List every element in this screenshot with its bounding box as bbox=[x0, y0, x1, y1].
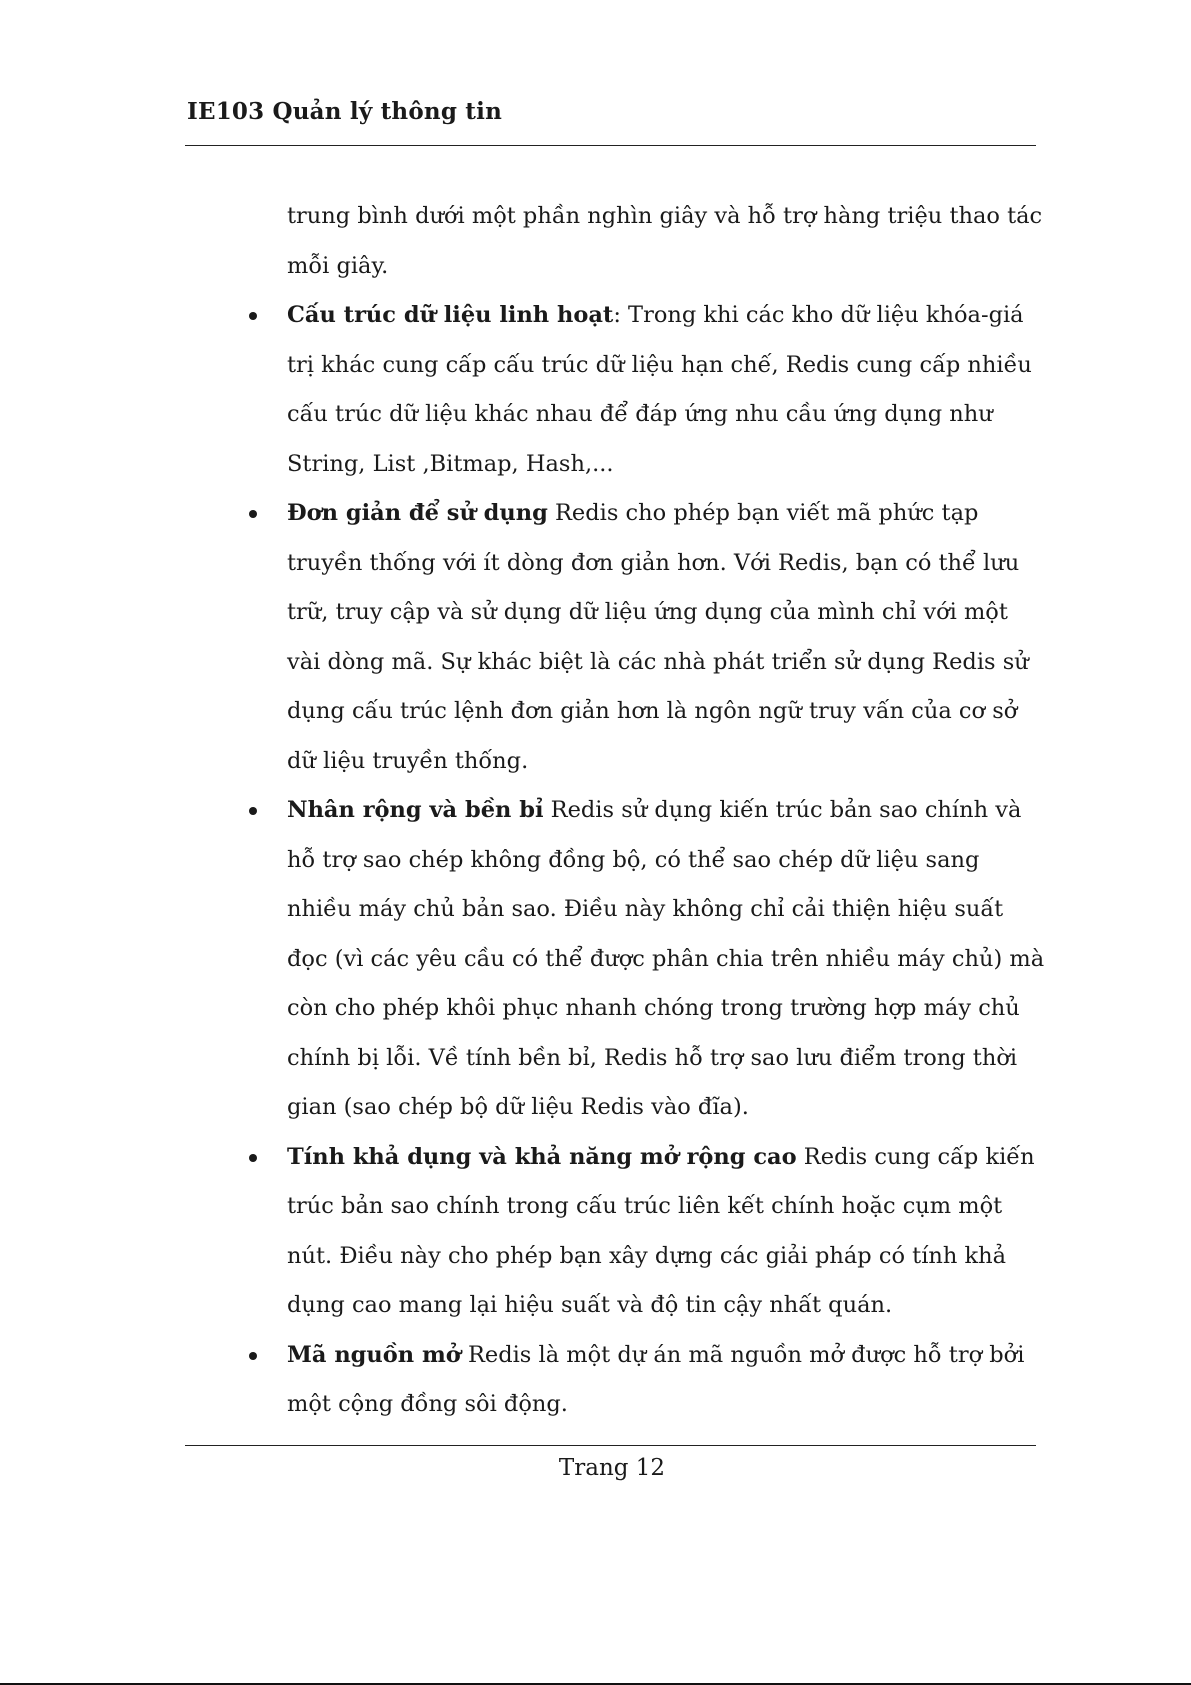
bullet-item-flexible-data-structures bbox=[287, 291, 1047, 489]
bullet-dot-icon bbox=[249, 807, 257, 815]
bullet-term: Cấu trúc dữ liệu linh hoạt bbox=[287, 302, 614, 328]
bullet-text: Redis cho phép bạn viết mã phức tạp truyền thống với ít dòng đơn giản hơn. Với Redis, bạn có thể lưu trữ, truy cập và sử dụng dữ liệu ứng dụng của mình chỉ với một vài dòng mã. Sự khác biệt là các nhà phát triển sử dụng Redis sử dụng cấu trúc lệnh đơn giản hơn là ngôn ngữ truy vấn của cơ sở dữ liệu truyền thống. bbox=[287, 500, 1029, 774]
bullet-text: : Trong khi các kho dữ liệu khóa-giá trị khác cung cấp cấu trúc dữ liệu hạn chế, Redis cung cấp nhiều cấu trúc dữ liệu khác nhau để đáp ứng nhu cầu ứng dụng như String, List ,Bitmap, Hash,... bbox=[287, 302, 1032, 477]
bullet-item-replication-durability bbox=[287, 786, 1047, 1133]
bullet-text: Redis sử dụng kiến trúc bản sao chính và hỗ trợ sao chép không đồng bộ, có thể sao chép dữ liệu sang nhiều máy chủ bản sao. Điều này không chỉ cải thiện hiệu suất đọc (vì các yêu cầu có thể được phân chia trên nhiều máy chủ) mà còn cho phép khôi phục nhanh chóng trong trường hợp máy chủ chính bị lỗi. Về tính bền bỉ, Redis hỗ trợ sao lưu điểm trong thời gian (sao chép bộ dữ liệu Redis vào đĩa). bbox=[287, 797, 1045, 1120]
bullet-text: Redis là một dự án mã nguồn mở được hỗ trợ bởi một cộng đồng sôi động. bbox=[287, 1341, 1025, 1417]
feature-bullet-list bbox=[287, 291, 1047, 1430]
bullet-term: Nhân rộng và bền bỉ bbox=[287, 797, 544, 823]
bullet-term: Mã nguồn mở bbox=[287, 1341, 461, 1368]
bullet-term: Đơn giản để sử dụng bbox=[287, 500, 548, 526]
bullet-dot-icon bbox=[249, 1154, 257, 1162]
bullet-item-simple-to-use bbox=[287, 489, 1047, 786]
bullet-dot-icon bbox=[249, 312, 257, 320]
footer-divider bbox=[185, 1445, 1036, 1446]
bullet-text: Redis cung cấp kiến trúc bản sao chính trong cấu trúc liên kết chính hoặc cụm một nút. Điều này cho phép bạn xây dựng các giải pháp có tính khả dụng cao mang lại hiệu suất và độ tin cậy nhất quán. bbox=[287, 1143, 1035, 1318]
bullet-dot-icon bbox=[249, 1352, 257, 1360]
bullet-dot-icon bbox=[249, 510, 257, 518]
bullet-item-high-availability-scalability bbox=[287, 1133, 1047, 1331]
document-body bbox=[287, 192, 1047, 1430]
bullet-item-open-source bbox=[287, 1331, 1047, 1430]
page-number: Trang 12 bbox=[558, 1455, 666, 1481]
intro-continuation-paragraph: trung bình dưới một phần nghìn giây và hỗ trợ hàng triệu thao tác mỗi giây. bbox=[287, 203, 1043, 279]
header-divider bbox=[185, 145, 1036, 146]
page-header-title: IE103 Quản lý thông tin bbox=[187, 98, 502, 125]
bullet-term: Tính khả dụng và khả năng mở rộng cao bbox=[287, 1143, 797, 1170]
